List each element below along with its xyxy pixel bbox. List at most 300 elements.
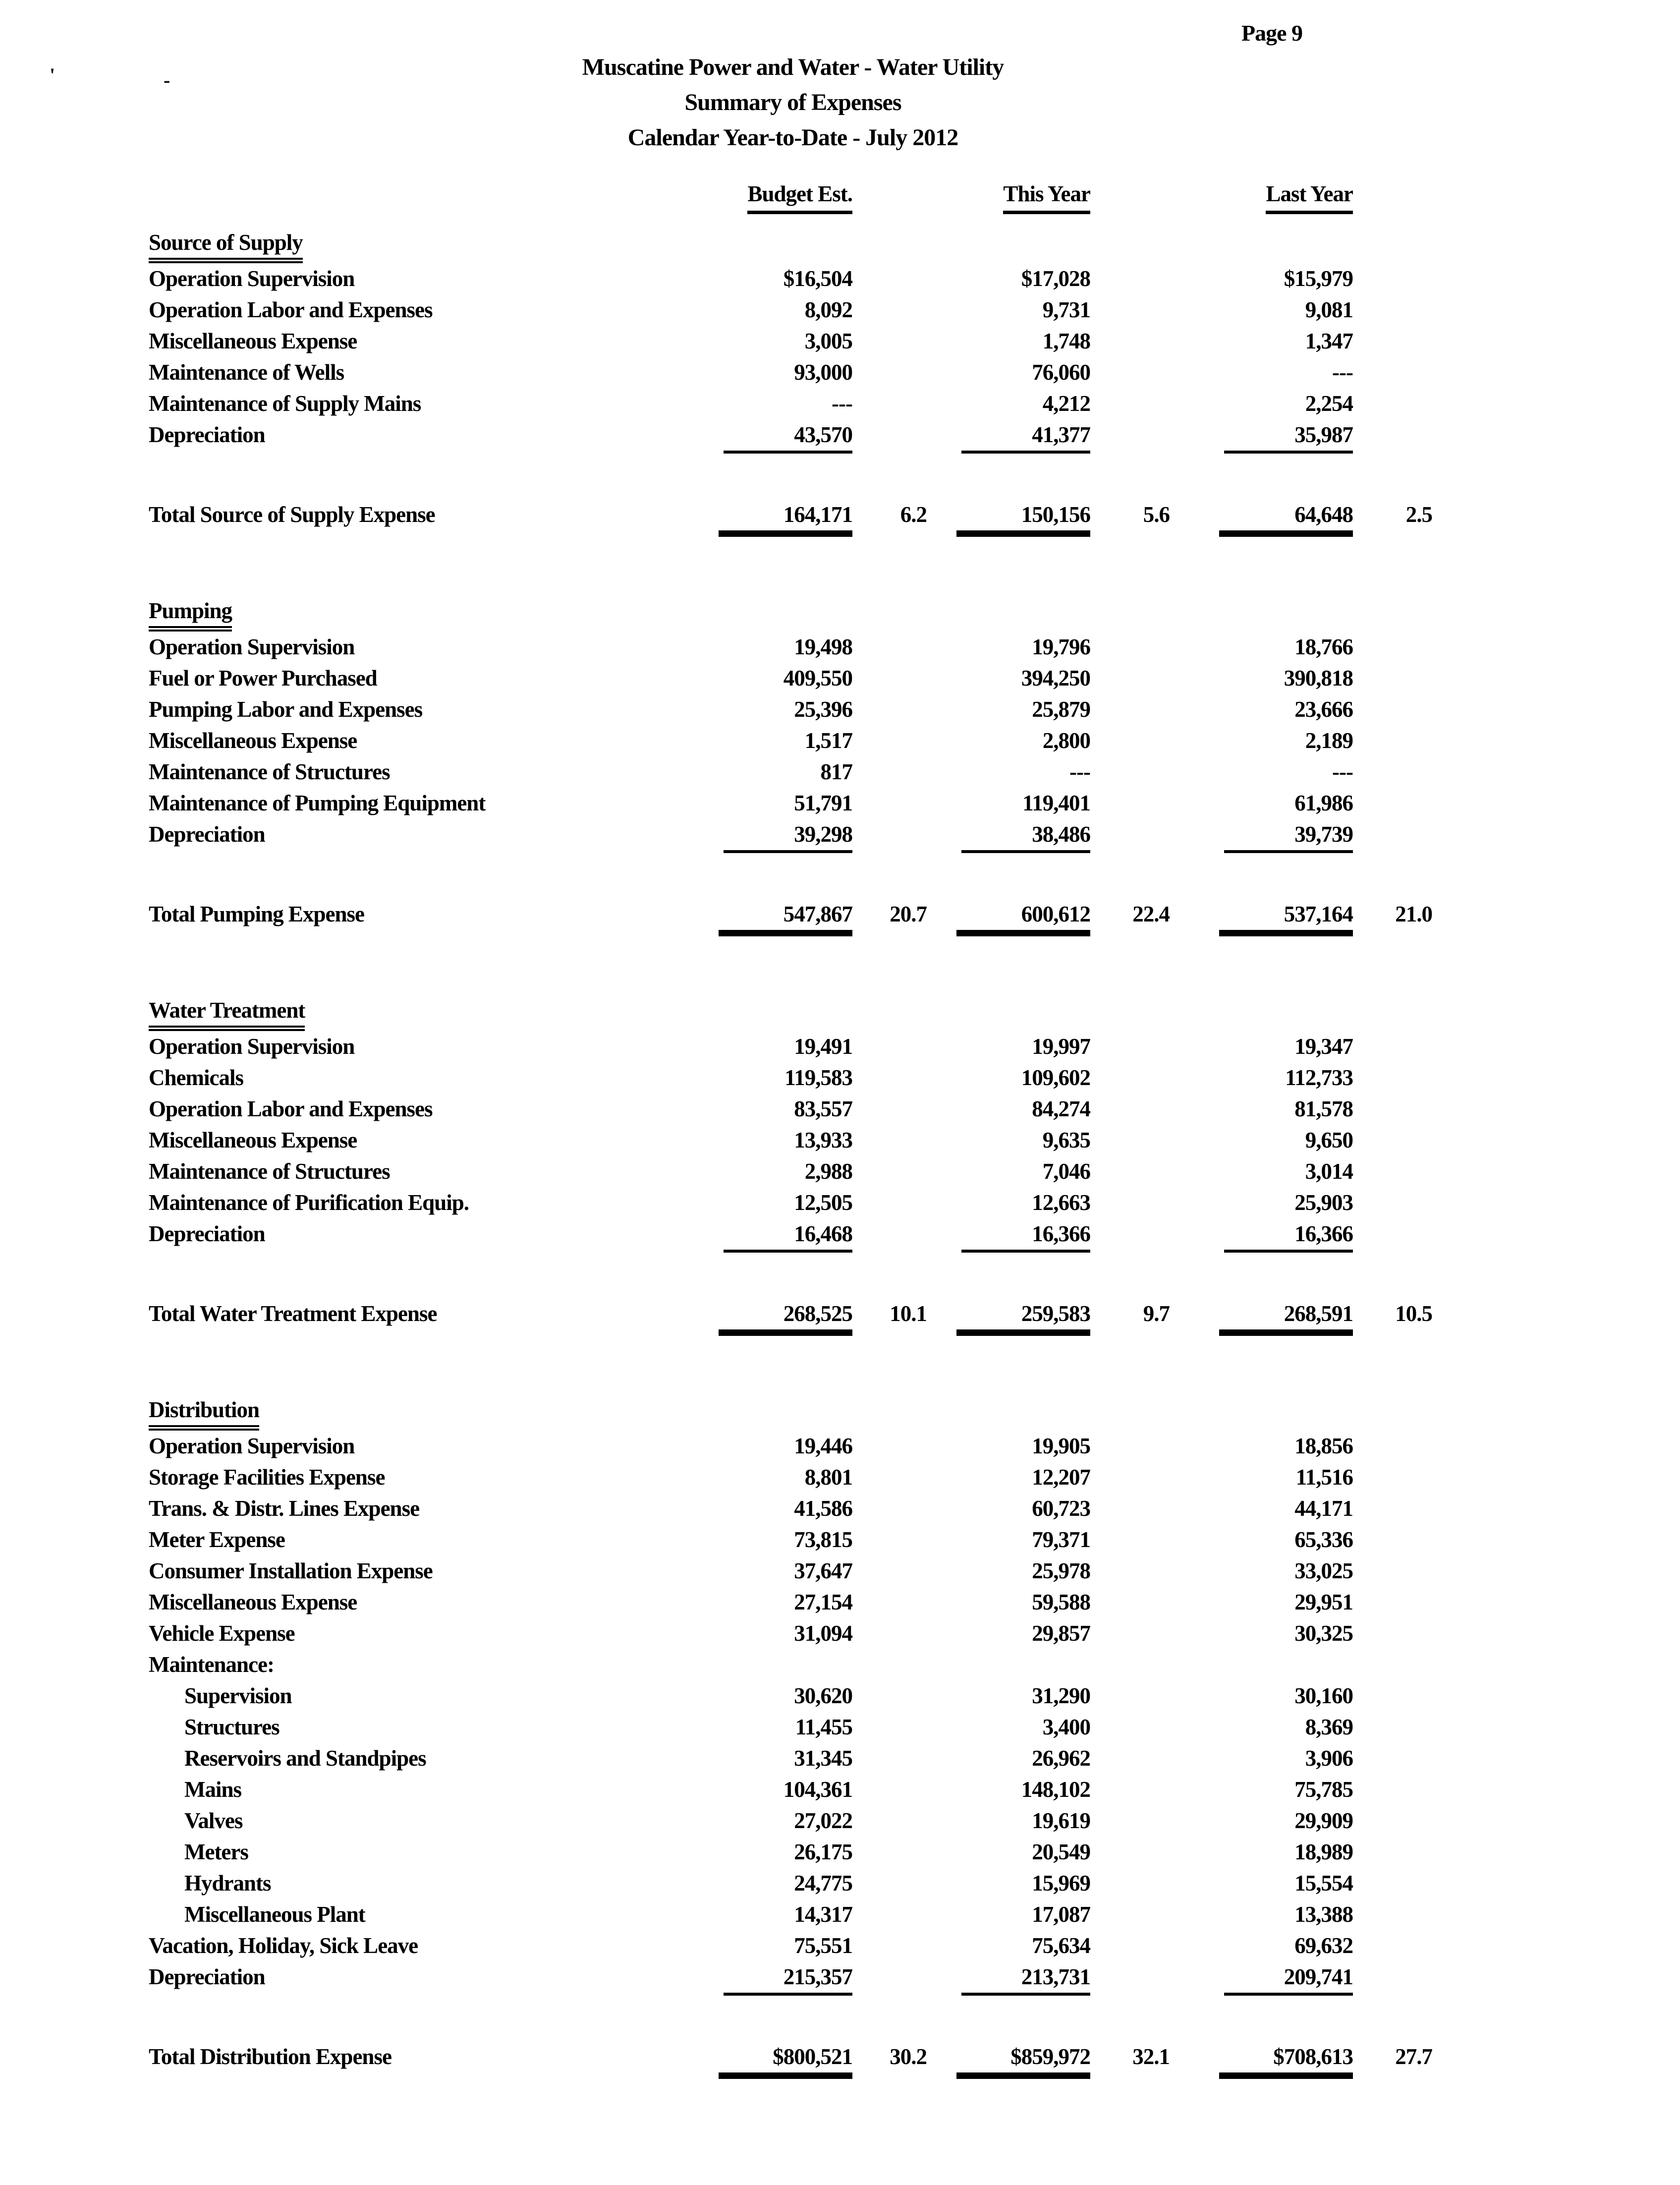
last-year-pct: [1353, 326, 1432, 357]
total-budget-pct-value: 6.2: [900, 502, 927, 527]
this-year-amount: [927, 819, 1090, 853]
scan-artifact: ': [50, 64, 55, 86]
this-year-amount-value: 84,274: [1032, 1096, 1090, 1121]
total-budget-amount: [719, 2041, 852, 2079]
last-year-pct: [1353, 1187, 1432, 1218]
last-year-amount-value: 112,733: [1285, 1065, 1353, 1090]
total-last-year-pct: [1353, 2041, 1432, 2079]
expense-row: [149, 1680, 1432, 1712]
last-year-amount: [1170, 1587, 1353, 1618]
budget-pct: [852, 1125, 927, 1156]
expense-row: [149, 1618, 1432, 1649]
row-label: Trans. & Distr. Lines Expense: [149, 1496, 420, 1521]
last-year-amount: [1170, 632, 1353, 663]
total-last-year-pct: [1353, 499, 1432, 537]
last-year-pct: [1353, 1899, 1432, 1930]
this-year-amount: [927, 419, 1090, 454]
budget-amount: [719, 1093, 852, 1125]
total-label: Total Water Treatment Expense: [149, 1301, 437, 1326]
row-label: Depreciation: [149, 1964, 265, 1989]
budget-amount: [719, 756, 852, 788]
this-year-amount: [927, 1187, 1090, 1218]
last-year-amount-value: 18,989: [1294, 1840, 1353, 1864]
budget-pct: [852, 756, 927, 788]
total-label: Total Source of Supply Expense: [149, 502, 435, 527]
budget-amount-value: 93,000: [794, 360, 852, 385]
total-last-year-pct: [1353, 1298, 1432, 1336]
last-year-pct: [1353, 1868, 1432, 1899]
budget-pct: [852, 1187, 927, 1218]
last-year-amount-value: 13,388: [1294, 1902, 1353, 1927]
budget-amount-value: 11,455: [795, 1715, 852, 1739]
column-header-row: [149, 178, 1432, 214]
this-year-pct: [1090, 1649, 1170, 1680]
row-label: Operation Labor and Expenses: [149, 1096, 433, 1121]
this-year-amount-value: 41,377: [961, 422, 1090, 454]
last-year-amount: [1170, 1187, 1353, 1218]
this-year-pct: [1090, 1743, 1170, 1774]
last-year-amount: [1170, 1930, 1353, 1961]
row-label: Maintenance of Structures: [149, 759, 390, 784]
total-this-year-pct-value: 9.7: [1143, 1301, 1170, 1326]
total-this-year-pct: [1090, 899, 1170, 936]
row-label: Meters: [184, 1840, 248, 1864]
last-year-amount-value: 11,516: [1295, 1465, 1353, 1490]
last-year-amount-value: 2,189: [1305, 728, 1353, 753]
last-year-amount-value: 9,081: [1305, 297, 1353, 322]
budget-pct: [852, 1930, 927, 1961]
last-year-amount-value: 18,856: [1294, 1434, 1353, 1458]
column-header-last-year-cell: [1170, 178, 1353, 214]
section-heading: Source of Supply: [149, 230, 303, 263]
last-year-pct: [1353, 1587, 1432, 1618]
last-year-amount-value: 30,325: [1294, 1621, 1353, 1646]
last-year-amount: [1170, 263, 1353, 294]
budget-amount: [719, 1868, 852, 1899]
this-year-amount: [927, 1156, 1090, 1187]
expense-row: [149, 694, 1432, 725]
last-year-pct: [1353, 725, 1432, 756]
last-year-pct: [1353, 1462, 1432, 1493]
budget-pct: [852, 1555, 927, 1587]
total-budget-amount: [719, 499, 852, 537]
budget-amount: [719, 1218, 852, 1253]
last-year-pct: [1353, 1062, 1432, 1093]
last-year-amount-value: 29,909: [1294, 1808, 1353, 1833]
budget-amount: [719, 388, 852, 419]
title-period: Calendar Year-to-Date - July 2012: [627, 124, 958, 151]
this-year-pct: [1090, 1712, 1170, 1743]
this-year-amount-value: 38,486: [961, 822, 1090, 853]
last-year-pct: [1353, 1961, 1432, 1996]
last-year-amount-value: 8,369: [1305, 1715, 1353, 1739]
row-label: Miscellaneous Expense: [149, 1128, 357, 1152]
last-year-pct: [1353, 819, 1432, 853]
section-heading-cell: [149, 995, 719, 1031]
this-year-amount: [927, 1899, 1090, 1930]
budget-amount: [719, 694, 852, 725]
last-year-amount: [1170, 1431, 1353, 1462]
expense-row: [149, 1743, 1432, 1774]
section-heading-cell: [149, 227, 719, 263]
last-year-amount-value: 44,171: [1294, 1496, 1353, 1521]
this-year-amount: [927, 1524, 1090, 1555]
budget-pct: [852, 694, 927, 725]
last-year-amount: [1170, 1093, 1353, 1125]
budget-amount-value: 8,092: [804, 297, 852, 322]
this-year-pct: [1090, 1031, 1170, 1062]
this-year-amount-value: 7,046: [1042, 1159, 1090, 1184]
this-year-pct: [1090, 756, 1170, 788]
budget-amount-value: ---: [832, 391, 852, 416]
total-this-year-amount: [927, 899, 1090, 936]
row-label: Maintenance of Supply Mains: [149, 391, 421, 416]
total-this-year-pct: [1090, 2041, 1170, 2079]
column-header-budget-cell: [719, 178, 852, 214]
budget-amount-value: 817: [820, 759, 852, 784]
last-year-pct: [1353, 1649, 1432, 1680]
expense-row: [149, 1649, 1432, 1680]
last-year-amount-value: 69,632: [1294, 1933, 1353, 1958]
expense-row: [149, 725, 1432, 756]
budget-amount: [719, 1930, 852, 1961]
last-year-amount: [1170, 694, 1353, 725]
expense-row: [149, 1187, 1432, 1218]
last-year-amount-value: $15,979: [1284, 266, 1353, 291]
last-year-pct: [1353, 1837, 1432, 1868]
budget-amount-value: 26,175: [794, 1840, 852, 1864]
this-year-pct: [1090, 725, 1170, 756]
total-this-year-pct-value: 22.4: [1132, 902, 1170, 926]
budget-amount: [719, 1774, 852, 1805]
budget-pct: [852, 1805, 927, 1837]
this-year-amount: [927, 1712, 1090, 1743]
expense-row: [149, 632, 1432, 663]
budget-pct: [852, 632, 927, 663]
expense-row: [149, 788, 1432, 819]
this-year-amount-value: 4,212: [1042, 391, 1090, 416]
expense-row: [149, 663, 1432, 694]
budget-amount-value: $16,504: [783, 266, 852, 291]
row-label: Structures: [184, 1715, 280, 1739]
column-header-spacer: [149, 178, 719, 214]
budget-amount-value: 75,551: [794, 1933, 852, 1958]
last-year-amount: [1170, 725, 1353, 756]
budget-amount-value: 37,647: [794, 1558, 852, 1583]
total-last-year-amount-value: 64,648: [1219, 502, 1353, 537]
this-year-amount-value: 9,635: [1042, 1128, 1090, 1152]
this-year-amount: [927, 788, 1090, 819]
budget-amount: [719, 1712, 852, 1743]
total-this-year-pct: [1090, 1298, 1170, 1336]
total-budget-pct: [852, 899, 927, 936]
last-year-pct: [1353, 294, 1432, 326]
row-label: Storage Facilities Expense: [149, 1465, 385, 1490]
last-year-amount: [1170, 1649, 1353, 1680]
last-year-amount: [1170, 1868, 1353, 1899]
this-year-amount: [927, 1587, 1090, 1618]
last-year-amount-value: 35,987: [1224, 422, 1353, 454]
row-label: Operation Supervision: [149, 1034, 355, 1059]
this-year-pct: [1090, 1218, 1170, 1253]
last-year-amount: [1170, 1062, 1353, 1093]
row-label: Depreciation: [149, 822, 265, 847]
this-year-amount: [927, 1125, 1090, 1156]
row-label: Depreciation: [149, 422, 265, 447]
total-last-year-amount: [1170, 1298, 1353, 1336]
budget-amount-value: 19,498: [794, 634, 852, 659]
this-year-amount: [927, 1062, 1090, 1093]
expense-row: [149, 263, 1432, 294]
this-year-pct: [1090, 1774, 1170, 1805]
last-year-amount: [1170, 1712, 1353, 1743]
row-label: Valves: [184, 1808, 243, 1833]
row-label: Miscellaneous Expense: [149, 329, 357, 353]
row-label: Meter Expense: [149, 1527, 285, 1552]
budget-amount: [719, 1961, 852, 1996]
budget-pct: [852, 1431, 927, 1462]
total-last-year-amount-value: $708,613: [1219, 2044, 1353, 2079]
this-year-amount-value: 9,731: [1042, 297, 1090, 322]
last-year-amount-value: 16,366: [1224, 1221, 1353, 1253]
last-year-pct: [1353, 1712, 1432, 1743]
this-year-amount-value: 76,060: [1032, 360, 1090, 385]
this-year-pct: [1090, 1868, 1170, 1899]
total-this-year-amount-value: 150,156: [956, 502, 1090, 537]
last-year-pct: [1353, 1774, 1432, 1805]
total-label: Total Pumping Expense: [149, 902, 364, 926]
budget-pct: [852, 1961, 927, 1996]
section-heading-row: [149, 1394, 1432, 1431]
this-year-pct: [1090, 1587, 1170, 1618]
this-year-amount: [927, 1680, 1090, 1712]
row-label: Miscellaneous Plant: [184, 1902, 365, 1927]
expense-row: [149, 1493, 1432, 1524]
last-year-pct: [1353, 1093, 1432, 1125]
total-budget-amount-value: 164,171: [719, 502, 852, 537]
expense-row: [149, 294, 1432, 326]
last-year-amount: [1170, 1618, 1353, 1649]
last-year-amount: [1170, 1961, 1353, 1996]
this-year-amount-value: 19,796: [1032, 634, 1090, 659]
last-year-amount-value: 1,347: [1305, 329, 1353, 353]
this-year-amount: [927, 694, 1090, 725]
total-last-year-amount-value: 268,591: [1219, 1301, 1353, 1336]
title-company: Muscatine Power and Water - Water Utility: [582, 54, 1004, 80]
last-year-amount-value: 9,650: [1305, 1128, 1353, 1152]
last-year-pct: [1353, 632, 1432, 663]
budget-amount: [719, 1743, 852, 1774]
budget-amount: [719, 1062, 852, 1093]
expense-row: [149, 1805, 1432, 1837]
total-last-year-pct-value: 21.0: [1395, 902, 1432, 926]
last-year-pct: [1353, 663, 1432, 694]
section-heading: Water Treatment: [149, 997, 305, 1031]
budget-pct: [852, 326, 927, 357]
total-this-year-amount: [927, 499, 1090, 537]
budget-pct: [852, 1493, 927, 1524]
this-year-pct: [1090, 694, 1170, 725]
last-year-pct: [1353, 1555, 1432, 1587]
last-year-pct: [1353, 1930, 1432, 1961]
last-year-amount: [1170, 1743, 1353, 1774]
budget-amount: [719, 1462, 852, 1493]
budget-pct: [852, 1156, 927, 1187]
last-year-amount-value: 25,903: [1294, 1190, 1353, 1215]
budget-pct: [852, 1618, 927, 1649]
this-year-amount-value: 19,905: [1032, 1434, 1090, 1458]
this-year-amount: [927, 1930, 1090, 1961]
this-year-amount-value: 109,602: [1021, 1065, 1090, 1090]
budget-amount-value: 13,933: [794, 1128, 852, 1152]
section-total-row: [149, 2041, 1432, 2079]
this-year-pct: [1090, 294, 1170, 326]
budget-pct: [852, 419, 927, 454]
last-year-pct: [1353, 1125, 1432, 1156]
last-year-amount: [1170, 1462, 1353, 1493]
budget-amount: [719, 419, 852, 454]
budget-pct: [852, 1524, 927, 1555]
budget-amount: [719, 1431, 852, 1462]
this-year-amount: [927, 1805, 1090, 1837]
total-last-year-pct: [1353, 899, 1432, 936]
row-label: Miscellaneous Expense: [149, 1590, 357, 1614]
row-label: Miscellaneous Expense: [149, 728, 357, 753]
budget-amount: [719, 1031, 852, 1062]
this-year-amount: [927, 1774, 1090, 1805]
expense-row: [149, 1031, 1432, 1062]
budget-amount-value: 14,317: [794, 1902, 852, 1927]
this-year-amount-value: 79,371: [1032, 1527, 1090, 1552]
last-year-amount: [1170, 1555, 1353, 1587]
this-year-amount: [927, 1649, 1090, 1680]
this-year-amount-value: 25,978: [1032, 1558, 1090, 1583]
this-year-amount-value: 16,366: [961, 1221, 1090, 1253]
expense-row: [149, 419, 1432, 454]
row-label: Hydrants: [184, 1871, 271, 1896]
this-year-pct: [1090, 1524, 1170, 1555]
this-year-amount-value: 17,087: [1032, 1902, 1090, 1927]
column-header-this-year-cell: [927, 178, 1090, 214]
budget-amount: [719, 263, 852, 294]
row-label: Operation Supervision: [149, 1434, 355, 1458]
budget-amount-value: 27,154: [794, 1590, 852, 1614]
this-year-amount: [927, 632, 1090, 663]
expense-row: [149, 1125, 1432, 1156]
budget-amount-value: 2,988: [804, 1159, 852, 1184]
this-year-amount: [927, 1868, 1090, 1899]
last-year-amount: [1170, 357, 1353, 388]
budget-amount: [719, 1555, 852, 1587]
this-year-pct: [1090, 1062, 1170, 1093]
last-year-amount-value: 2,254: [1305, 391, 1353, 416]
page-number: Page 9: [1241, 20, 1303, 46]
budget-pct: [852, 725, 927, 756]
section-heading-row: [149, 595, 1432, 632]
expense-row: [149, 1899, 1432, 1930]
this-year-pct: [1090, 1462, 1170, 1493]
last-year-pct: [1353, 788, 1432, 819]
report-title: [0, 50, 1586, 155]
expense-row: [149, 1555, 1432, 1587]
last-year-amount-value: 30,160: [1294, 1683, 1353, 1708]
this-year-pct: [1090, 632, 1170, 663]
last-year-amount-value: 65,336: [1294, 1527, 1353, 1552]
budget-pct: [852, 819, 927, 853]
this-year-pct: [1090, 788, 1170, 819]
last-year-amount-value: 3,906: [1305, 1746, 1353, 1771]
this-year-pct: [1090, 1156, 1170, 1187]
last-year-amount: [1170, 1680, 1353, 1712]
title-report-name: Summary of Expenses: [684, 89, 901, 115]
last-year-pct: [1353, 1031, 1432, 1062]
budget-amount: [719, 1156, 852, 1187]
last-year-amount: [1170, 326, 1353, 357]
row-label: Vacation, Holiday, Sick Leave: [149, 1933, 418, 1958]
this-year-pct: [1090, 1618, 1170, 1649]
budget-amount: [719, 326, 852, 357]
budget-pct: [852, 263, 927, 294]
this-year-pct: [1090, 819, 1170, 853]
last-year-amount: [1170, 1899, 1353, 1930]
budget-pct: [852, 388, 927, 419]
total-this-year-amount-value: $859,972: [956, 2044, 1090, 2079]
total-budget-pct-value: 10.1: [890, 1301, 927, 1326]
last-year-amount: [1170, 663, 1353, 694]
this-year-amount: [927, 756, 1090, 788]
this-year-amount: [927, 263, 1090, 294]
budget-amount-value: 41,586: [794, 1496, 852, 1521]
budget-amount-value: 39,298: [724, 822, 852, 853]
expense-row: [149, 1062, 1432, 1093]
this-year-amount-value: 19,997: [1032, 1034, 1090, 1059]
budget-amount-value: 1,517: [804, 728, 852, 753]
last-year-amount: [1170, 1218, 1353, 1253]
this-year-amount: [927, 1743, 1090, 1774]
this-year-pct: [1090, 1837, 1170, 1868]
this-year-pct: [1090, 1555, 1170, 1587]
total-last-year-amount: [1170, 899, 1353, 936]
budget-amount-value: 19,491: [794, 1034, 852, 1059]
total-budget-pct-value: 20.7: [890, 902, 927, 926]
last-year-pct: [1353, 756, 1432, 788]
column-header-this-year: This Year: [1003, 181, 1090, 214]
this-year-amount-value: 26,962: [1032, 1746, 1090, 1771]
section-heading-row: [149, 227, 1432, 263]
last-year-amount: [1170, 419, 1353, 454]
total-budget-amount: [719, 899, 852, 936]
budget-amount: [719, 819, 852, 853]
last-year-amount: [1170, 1125, 1353, 1156]
budget-amount-value: 43,570: [724, 422, 852, 454]
this-year-pct: [1090, 1187, 1170, 1218]
this-year-amount-value: 213,731: [961, 1964, 1090, 1996]
budget-pct: [852, 1649, 927, 1680]
last-year-amount-value: 19,347: [1294, 1034, 1353, 1059]
last-year-amount-value: 23,666: [1294, 697, 1353, 722]
this-year-pct: [1090, 1125, 1170, 1156]
total-last-year-amount: [1170, 499, 1353, 537]
last-year-amount-value: 209,741: [1224, 1964, 1353, 1996]
expense-row: [149, 1587, 1432, 1618]
row-label: Pumping Labor and Expenses: [149, 697, 423, 722]
expense-row: [149, 756, 1432, 788]
budget-pct: [852, 1868, 927, 1899]
this-year-amount-value: 148,102: [1021, 1777, 1090, 1802]
last-year-amount: [1170, 788, 1353, 819]
budget-amount-value: 27,022: [794, 1808, 852, 1833]
last-year-pct: [1353, 1431, 1432, 1462]
